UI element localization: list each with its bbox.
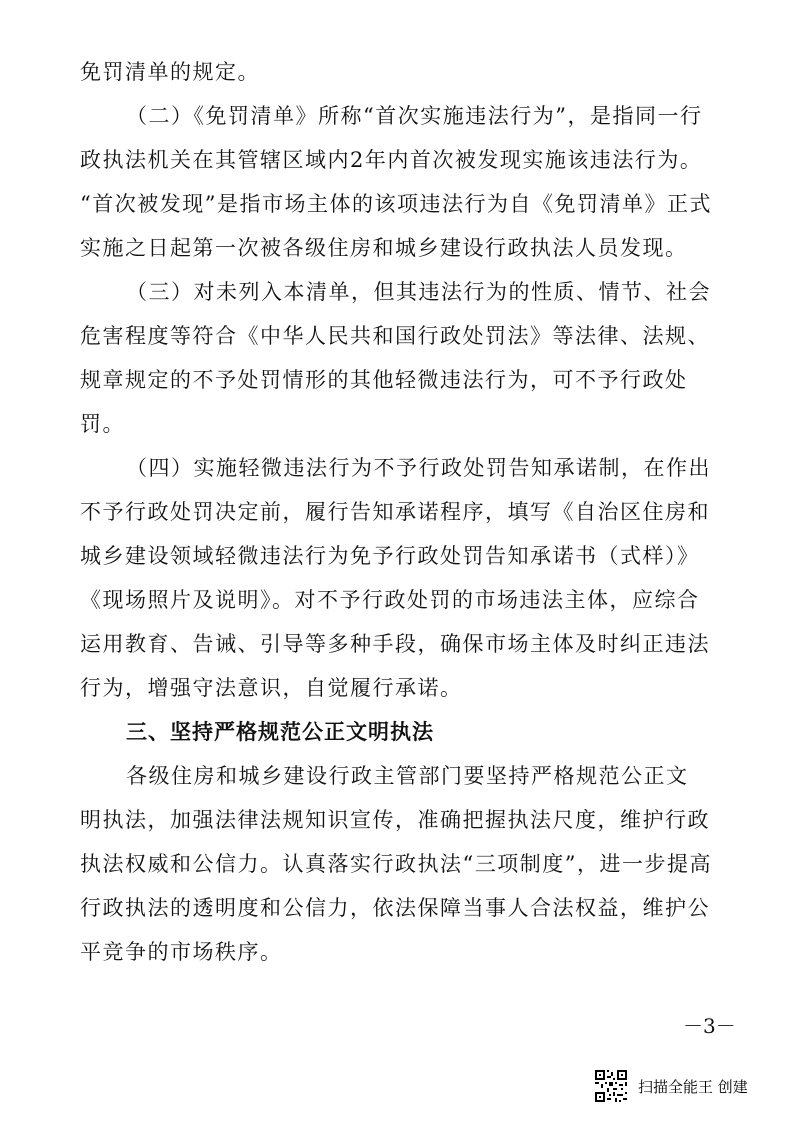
paragraph-line: 《现场照片及说明》。对不予行政处罚的市场违法主体，应综合 bbox=[80, 588, 700, 612]
qr-code-icon bbox=[594, 1069, 628, 1103]
paragraph-line: 运用教育、告诫、引导等多种手段，确保市场主体及时纠正违法 bbox=[80, 632, 710, 656]
paragraph-line: 罚。 bbox=[80, 412, 125, 436]
paragraph-line: 实施之日起第一次被各级住房和城乡建设行政执法人员发现。 bbox=[80, 236, 688, 260]
paragraph-line: （三）对未列入本清单，但其违法行为的性质、情节、社会 bbox=[126, 280, 711, 304]
page-number: －3－ bbox=[683, 1014, 736, 1038]
scanner-app-credit: 扫描全能王 创建 bbox=[638, 1077, 748, 1096]
paragraph-line: 规章规定的不予处罚情形的其他轻微违法行为，可不予行政处 bbox=[80, 368, 688, 392]
paragraph-line: 各级住房和城乡建设行政主管部门要坚持严格规范公正文 bbox=[126, 764, 689, 788]
paragraph-line: 免罚清单的规定。 bbox=[80, 60, 260, 84]
paragraph-line: 平竞争的市场秩序。 bbox=[80, 940, 283, 964]
paragraph-line: （二）《免罚清单》所称“首次实施违法行为”，是指同一行 bbox=[126, 104, 703, 128]
paragraph-line: 不予行政处罚决定前，履行告知承诺程序，填写《自治区住房和 bbox=[80, 500, 710, 524]
paragraph-line: 行为，增强守法意识，自觉履行承诺。 bbox=[80, 676, 463, 700]
paragraph-line: 危害程度等符合《中华人民共和国行政处罚法》等法律、法规、 bbox=[80, 324, 710, 348]
paragraph-line: 政执法机关在其管辖区域内2年内首次被发现实施该违法行为。 bbox=[80, 148, 703, 172]
scanner-watermark bbox=[594, 1068, 748, 1104]
paragraph-line: 执法权威和公信力。认真落实行政执法“三项制度”，进一步提高 bbox=[80, 852, 712, 876]
paragraph-line: 城乡建设领域轻微违法行为免予行政处罚告知承诺书（式样）》 bbox=[80, 544, 700, 568]
section-heading: 三、坚持严格规范公正文明执法 bbox=[126, 720, 434, 744]
paragraph-line: （四）实施轻微违法行为不予行政处罚告知承诺制，在作出 bbox=[126, 456, 711, 480]
paragraph-line: “首次被发现”是指市场主体的该项违法行为自《免罚清单》正式 bbox=[80, 192, 712, 216]
paragraph-line: 行政执法的透明度和公信力，依法保障当事人合法权益，维护公 bbox=[80, 896, 710, 920]
paragraph-line: 明执法，加强法律法规知识宣传，准确把握执法尺度，维护行政 bbox=[80, 808, 710, 832]
